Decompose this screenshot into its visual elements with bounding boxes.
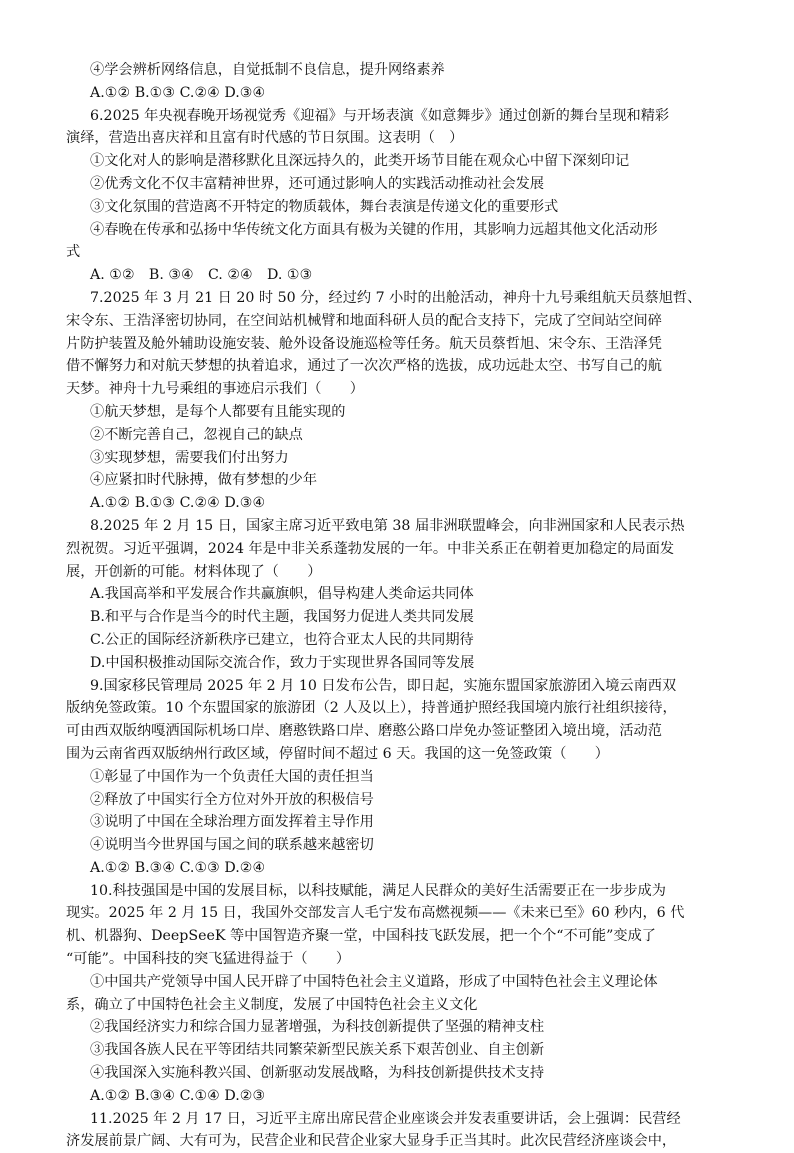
q9-option-3: ③说明了中国在全球治理方面发挥着主导作用 [90, 814, 374, 831]
q9-option-1: ①彰显了中国作为一个负责任大国的责任担当 [90, 768, 374, 785]
q8-option-b: B.和平与合作是当今的时代主题，我国努力促进人类共同发展 [90, 609, 474, 626]
q10-option-2: ②我国经济实力和综合国力显著增强，为科技创新提供了坚强的精神支柱 [90, 1019, 545, 1036]
q9-option-2: ②释放了中国实行全方位对外开放的积极信号 [90, 791, 374, 808]
exam-content [66, 59, 738, 1153]
q10-option-3: ③我国各族人民在平等团结共同繁荣新型民族关系下艰苦创业、自主创新 [90, 1042, 545, 1059]
q6-option-1: ①文化对人的影响是潜移默化且深远持久的，此类开场节目能在观众心中留下深刻印记 [90, 153, 630, 170]
q9-stem-line-2: 版纳免签政策。10 个东盟国家的旅游团（2 人及以上），持普通护照经我国境内旅行社组织接待， [66, 700, 677, 717]
q9-stem-line-1: 9.国家移民管理局 2025 年 2 月 10 日发布公告，即日起，实施东盟国家旅游团入境云南西双 [90, 677, 677, 694]
q6-option-3: ③文化氛围的营造离不开特定的物质载体，舞台表演是传递文化的重要形式 [90, 198, 559, 215]
q10-stem-line-3: 机、机器狗、DeepSeeK 等中国智造齐聚一堂，中国科技飞跃发展，把一个个“不可能”变成了 [66, 928, 656, 945]
q5-option-4: ④学会辨析网络信息，自觉抵制不良信息，提升网络素养 [90, 62, 445, 78]
q10-option-4: ④我国深入实施科教兴国、创新驱动发展战略，为科技创新提供技术支持 [90, 1065, 545, 1082]
q8-stem-line-1: 8.2025 年 2 月 15 日，国家主席习近平致电第 38 届非洲联盟峰会，向非洲国家和人民表示热 [90, 517, 685, 534]
q6-stem-line-2: 演绎，营造出喜庆祥和且富有时代感的节日氛围。这表明（ ） [66, 130, 464, 147]
q6-option-2: ②优秀文化不仅丰富精神世界，还可通过影响人的实践活动推动社会发展 [90, 175, 545, 192]
q11-stem-line-1: 11.2025 年 2 月 17 日，习近平主席出席民营企业座谈会并发表重要讲话，会上强调：民营经 [90, 1110, 681, 1127]
q7-option-1: ①航天梦想，是每个人都要有且能实现的 [90, 403, 346, 420]
q7-option-3: ③实现梦想，需要我们付出努力 [90, 449, 289, 466]
q8-option-d: D.中国积极推动国际交流合作，致力于实现世界各国同等发展 [90, 654, 475, 671]
q6-option-4-line-2: 式 [66, 244, 81, 261]
q7-stem-line-4: 借不懈努力和对航天梦想的执着追求，通过了一次次严格的选拔，成功远赴太空、书写自己的航 [66, 358, 662, 375]
q5-choices: A.①② B.①③ C.②④ D.③④ [90, 84, 266, 101]
q9-stem-line-4: 围为云南省西双版纳州行政区域，停留时间不超过 6 天。我国的这一免签政策（ ） [66, 745, 609, 762]
q10-option-1-line-1: ①中国共产党领导中国人民开辟了中国特色社会主义道路，形成了中国特色社会主义理论体 [90, 973, 658, 990]
q9-stem-line-3: 可由西双版纳嘎洒国际机场口岸、磨憨铁路口岸、磨憨公路口岸免办签证整团入境出境，活动范 [66, 723, 662, 740]
q9-choices: A.①② B.③④ C.①③ D.②④ [90, 859, 266, 876]
q10-stem-line-1: 10.科技强国是中国的发展目标，以科技赋能，满足人民群众的美好生活需要正在一步步成为 [90, 882, 666, 899]
q7-option-4: ④应紧扣时代脉搏，做有梦想的少年 [90, 472, 318, 489]
q10-stem-line-4: “可能”。中国科技的突飞猛进得益于（ ） [66, 951, 351, 968]
q10-option-1-line-2: 系，确立了中国特色社会主义制度，发展了中国特色社会主义文化 [66, 996, 478, 1013]
q7-stem-line-2: 宋令东、王浩泽密切协同，在空间站机械臂和地面科研人员的配合支持下，完成了空间站空间碎 [66, 312, 662, 329]
q6-option-4-line-1: ④春晚在传承和弘扬中华传统文化方面具有极为关键的作用，其影响力远超其他文化活动形 [90, 221, 658, 238]
q7-stem-line-1: 7.2025 年 3 月 21 日 20 时 50 分，经过约 7 小时的出舱活动，神舟十九号乘组航天员蔡旭哲、 [90, 289, 702, 306]
q10-choices: A.①② B.③④ C.①④ D.②③ [90, 1087, 266, 1104]
q7-stem-line-5: 天梦。神舟十九号乘组的事迹启示我们（ ） [66, 381, 364, 398]
q8-stem-line-2: 烈祝贺。习近平强调，2024 年是中非关系蓬勃发展的一年。中非关系正在朝着更加稳定的局面发 [66, 540, 675, 557]
q9-option-4: ④说明当今世界国与国之间的联系越来越密切 [90, 837, 374, 854]
q7-choices: A.①② B.①③ C.②④ D.③④ [90, 495, 266, 512]
q7-stem-line-3: 片防护装置及舱外辅助设施安装、舱外设备设施巡检等任务。航天员蔡哲旭、宋令东、王浩泽凭 [66, 335, 662, 352]
q8-option-c: C.公正的国际经济新秩序已建立，也符合亚太人民的共同期待 [90, 631, 474, 648]
q11-stem-line-2: 济发展前景广阔、大有可为，民营企业和民营企业家大显身手正当其时。此次民营经济座谈会中， [66, 1133, 677, 1150]
q7-option-2: ②不断完善自己，忽视自己的缺点 [90, 426, 303, 443]
q8-option-a: A.我国高举和平发展合作共赢旗帜，倡导构建人类命运共同体 [90, 586, 474, 603]
q6-choices: A. ①② B. ③④ C. ②④ D. ①③ [90, 267, 313, 284]
q8-stem-line-3: 展，开创新的可能。材料体现了（ ） [66, 563, 322, 580]
q10-stem-line-2: 现实。2025 年 2 月 15 日，我国外交部发言人毛宁发布高燃视频——《未来已至》60 秒内，6 代 [66, 905, 685, 922]
q6-stem-line-1: 6.2025 年央视春晚开场视觉秀《迎福》与开场表演《如意舞步》通过创新的舞台呈现和精彩 [90, 107, 670, 124]
